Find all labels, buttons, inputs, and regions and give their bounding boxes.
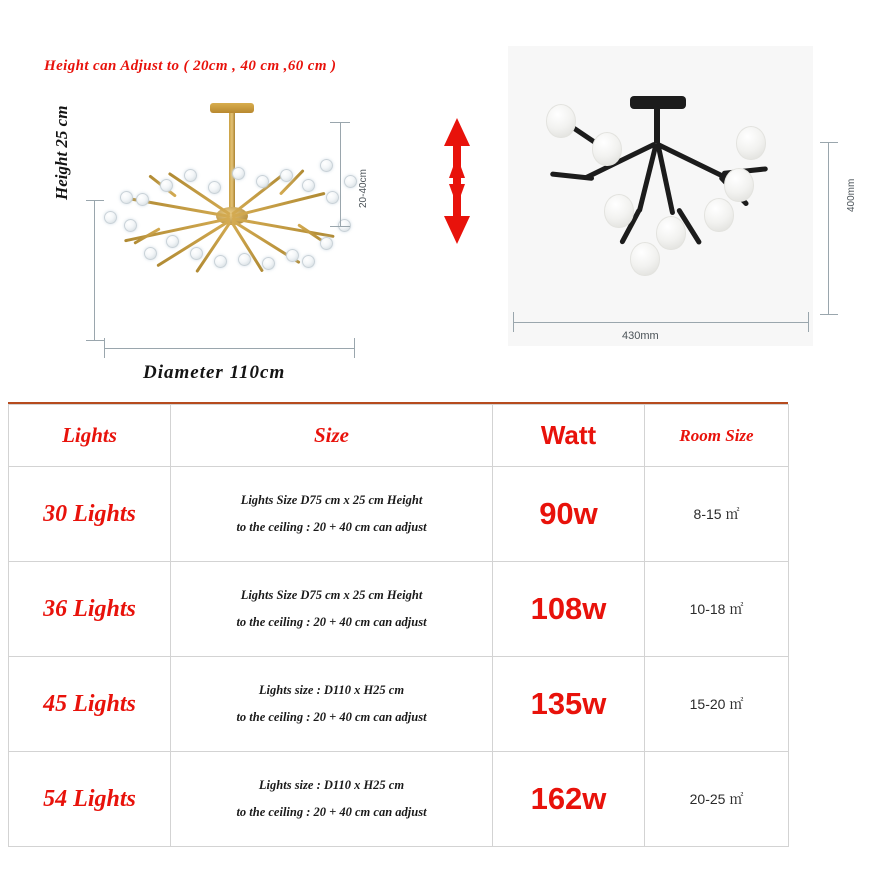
diameter-dim-cap-left [104,338,105,358]
cell-lights: 54 Lights [9,752,171,847]
bulb [166,235,179,248]
bulb [184,169,197,182]
header-size: Size [171,405,493,467]
size-line-1: Lights size : D110 x H25 cm [258,778,405,793]
cell-room-size: 10-18 ㎡ [645,562,789,657]
branch [637,144,659,213]
size-line-1: Lights Size D75 cm x 25 cm Height [240,588,423,603]
right-height-dimension-line [828,142,829,314]
right-height-label: 400mm [846,178,857,212]
cell-watt: 162w [493,752,645,847]
bulb [604,194,634,228]
right-width-label: 430mm [622,330,659,342]
bulb [238,253,251,266]
cell-size [171,752,493,847]
bulb [320,237,333,250]
bulb [214,255,227,268]
bulb [136,193,149,206]
ceiling-canopy [630,96,686,109]
cell-size [171,467,493,562]
bulb [320,159,333,172]
right-width-cap-left [513,312,514,332]
bulb [344,175,357,188]
bulb [160,179,173,192]
bulb [144,247,157,260]
height-dim-cap-bottom [86,340,104,341]
size-line-2: to the ceiling : 20 + 40 cm can adjust [236,615,427,629]
header-watt: Watt [493,405,645,467]
diagram-area [0,0,895,400]
right-height-cap-bottom [820,314,838,315]
right-height-cap-top [820,142,838,143]
header-room-size: Room Size [645,405,789,467]
bulb [208,181,221,194]
size-line-1: Lights size : D110 x H25 cm [258,683,405,698]
size-line-2: to the ceiling : 20 + 40 cm can adjust [236,805,427,819]
specification-table [8,402,788,847]
bulb [256,175,269,188]
height-adjust-note: Height can Adjust to ( 20cm , 40 cm ,60 cm ) [44,58,337,74]
bulb [326,191,339,204]
height-dimension-line [94,200,95,340]
diameter-dimension-line [104,348,354,349]
cell-size [171,657,493,752]
cell-lights: 30 Lights [9,467,171,562]
right-width-cap-right [808,312,809,332]
diameter-label: Diameter 110cm [143,362,286,383]
drop-dim-cap-bottom [330,226,350,227]
bulb [262,257,275,270]
bulb [286,249,299,262]
bulb [232,167,245,180]
ceiling-canopy [210,103,254,113]
cell-room-size: 15-20 ㎡ [645,657,789,752]
bulb [656,216,686,250]
bulb [736,126,766,160]
suspension-rod [229,113,235,211]
bulb [190,247,203,260]
bulb [120,191,133,204]
cell-watt: 108w [493,562,645,657]
drop-dim-cap-top [330,122,350,123]
table-row [9,562,789,657]
bulb [302,179,315,192]
cell-room-size: 20-25 ㎡ [645,752,789,847]
cell-lights: 45 Lights [9,657,171,752]
bulb [546,104,576,138]
height-dim-cap-top [86,200,104,201]
diameter-dim-cap-right [354,338,355,358]
size-line-1: Lights Size D75 cm x 25 cm Height [240,493,423,508]
bulb [704,198,734,232]
cell-watt: 90w [493,467,645,562]
size-line-2: to the ceiling : 20 + 40 cm can adjust [236,520,427,534]
adjustable-height-arrow-icon [440,116,474,246]
drop-dimension-label: 20-40cm [358,169,369,208]
height-label: Height 25 cm [52,105,71,200]
drop-dimension-line [340,122,341,226]
table-row [9,467,789,562]
bulb [104,211,117,224]
table-row [9,657,789,752]
table-header-row [9,405,789,467]
bulb [724,168,754,202]
suspension-stem [654,109,660,143]
bulb [630,242,660,276]
gold-chandelier-illustration [80,95,380,325]
header-lights: Lights [9,405,171,467]
right-width-dimension-line [513,322,808,323]
bulb [592,132,622,166]
cell-room-size: 8-15 ㎡ [645,467,789,562]
bulb [302,255,315,268]
size-line-2: to the ceiling : 20 + 40 cm can adjust [236,710,427,724]
bulb [124,219,137,232]
cell-size [171,562,493,657]
cell-lights: 36 Lights [9,562,171,657]
table-row [9,752,789,847]
cell-watt: 135w [493,657,645,752]
black-chandelier-illustration [508,46,813,346]
bulb [280,169,293,182]
